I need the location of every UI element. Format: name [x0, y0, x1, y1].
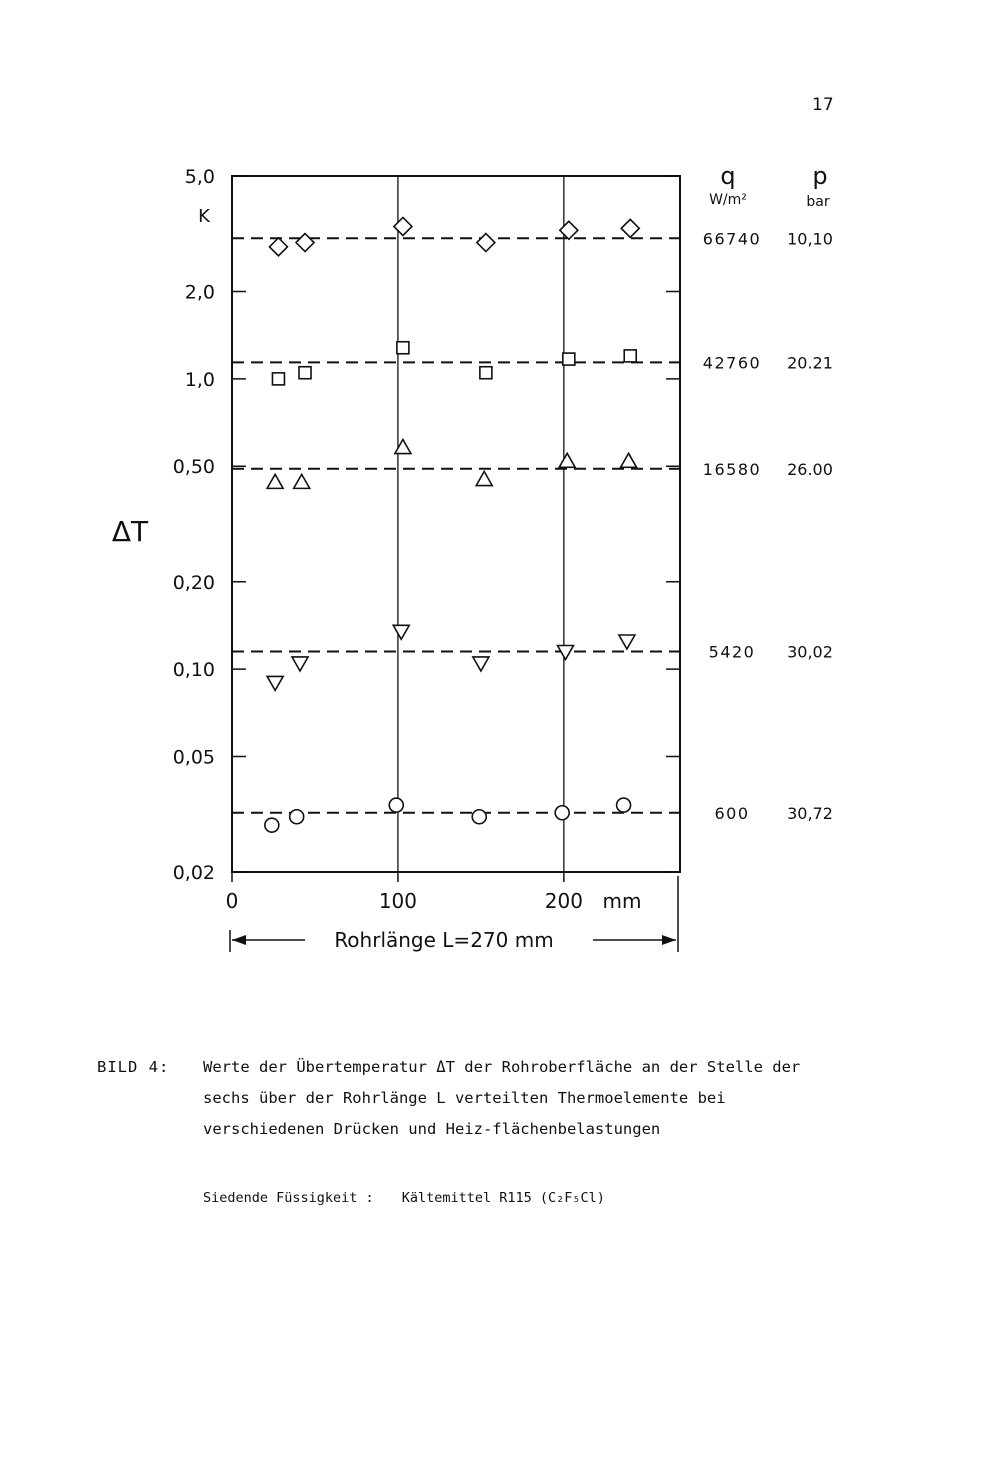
- y-tick-label: 1,0: [184, 368, 215, 391]
- data-point-triangle-up: [267, 474, 283, 488]
- fluid-note-value: Kältemittel R115 (C₂F₅Cl): [401, 1190, 605, 1206]
- data-point-circle: [265, 818, 279, 832]
- series-600: [232, 798, 680, 832]
- data-point-circle: [389, 798, 403, 812]
- series-q-label: 600: [714, 803, 750, 823]
- series-q-label: 5420: [708, 642, 756, 662]
- vertical-guide-lines: [398, 176, 564, 872]
- fluid-note: [203, 1190, 605, 1206]
- p-header: p: [812, 162, 828, 190]
- x-label-right-arrowhead: [662, 935, 676, 945]
- series-p-label: 26.00: [787, 459, 833, 479]
- y-tick-label: 0,10: [172, 659, 215, 682]
- series-66740: [232, 217, 680, 255]
- data-point-square: [397, 342, 409, 354]
- series-q-label: 16580: [702, 459, 762, 479]
- data-point-diamond: [394, 217, 412, 235]
- series-p-label: 10,10: [787, 229, 833, 249]
- series-p-label: 30,02: [787, 642, 833, 662]
- data-point-triangle-down: [267, 676, 283, 690]
- data-point-circle: [555, 806, 569, 820]
- data-point-square: [299, 367, 311, 379]
- y-axis-ticks: [173, 166, 680, 884]
- data-point-diamond: [477, 234, 495, 252]
- data-point-diamond: [621, 219, 639, 237]
- data-point-circle: [290, 810, 304, 824]
- q-unit: W/m²: [709, 192, 747, 208]
- data-point-circle: [472, 810, 486, 824]
- y-tick-label: 2,0: [184, 281, 215, 304]
- data-point-square: [480, 367, 492, 379]
- x-axis-ticks: [226, 872, 583, 913]
- series-42760: [232, 342, 680, 385]
- data-point-triangle-down: [292, 657, 308, 671]
- data-point-diamond: [296, 234, 314, 252]
- series-16580: [232, 440, 680, 489]
- data-point-triangle-down: [619, 635, 635, 649]
- y-tick-label: 0,20: [172, 571, 215, 594]
- data-point-square: [272, 373, 284, 385]
- data-point-circle: [617, 798, 631, 812]
- x-unit-label: mm: [602, 889, 642, 913]
- data-point-triangle-up: [294, 474, 310, 488]
- x-tick-label: 0: [225, 889, 239, 913]
- x-tick-label: 200: [544, 889, 583, 913]
- series-5420: [232, 625, 680, 690]
- caption-text: Werte der Übertemperatur ΔT der Rohroberfläche an der Stelle der sechs über der Rohrlänge L verteilten Thermoelemente bei verschiedenen Drücken und Heiz-flächenbelastungen: [203, 1058, 801, 1138]
- data-point-square: [624, 350, 636, 362]
- series-layer: [232, 217, 680, 832]
- y-tick-label: 0,05: [172, 746, 215, 769]
- fluid-note-label: Siedende Füssigkeit :: [203, 1190, 374, 1206]
- data-point-triangle-up: [476, 472, 492, 486]
- plot-frame: [232, 176, 680, 872]
- series-q-label: 66740: [702, 229, 762, 249]
- y-tick-label: 5,0: [184, 166, 215, 188]
- series-q-label: 42760: [702, 353, 762, 373]
- y-unit-label: K: [198, 206, 210, 227]
- series-p-label: 20.21: [787, 353, 833, 373]
- data-point-square: [563, 353, 575, 365]
- page-number: 17: [812, 95, 834, 115]
- data-point-diamond: [560, 221, 578, 239]
- y-axis-label: ΔT: [111, 515, 149, 548]
- data-point-diamond: [269, 238, 287, 256]
- y-tick-label: 0,50: [172, 456, 215, 479]
- y-tick-label: 0,02: [172, 862, 215, 884]
- caption-label: BILD 4:: [97, 1058, 170, 1076]
- data-point-triangle-up: [621, 453, 637, 467]
- series-labels: [703, 229, 833, 822]
- x-tick-label: 100: [378, 889, 418, 913]
- data-point-triangle-up: [559, 453, 575, 467]
- q-header: q: [720, 162, 736, 190]
- x-axis-label: Rohrlänge L=270 mm: [334, 928, 554, 952]
- data-point-triangle-down: [473, 657, 489, 671]
- x-label-left-arrowhead: [232, 935, 246, 945]
- series-p-label: 30,72: [787, 803, 833, 823]
- data-point-triangle-down: [393, 625, 409, 639]
- p-unit: bar: [806, 194, 830, 210]
